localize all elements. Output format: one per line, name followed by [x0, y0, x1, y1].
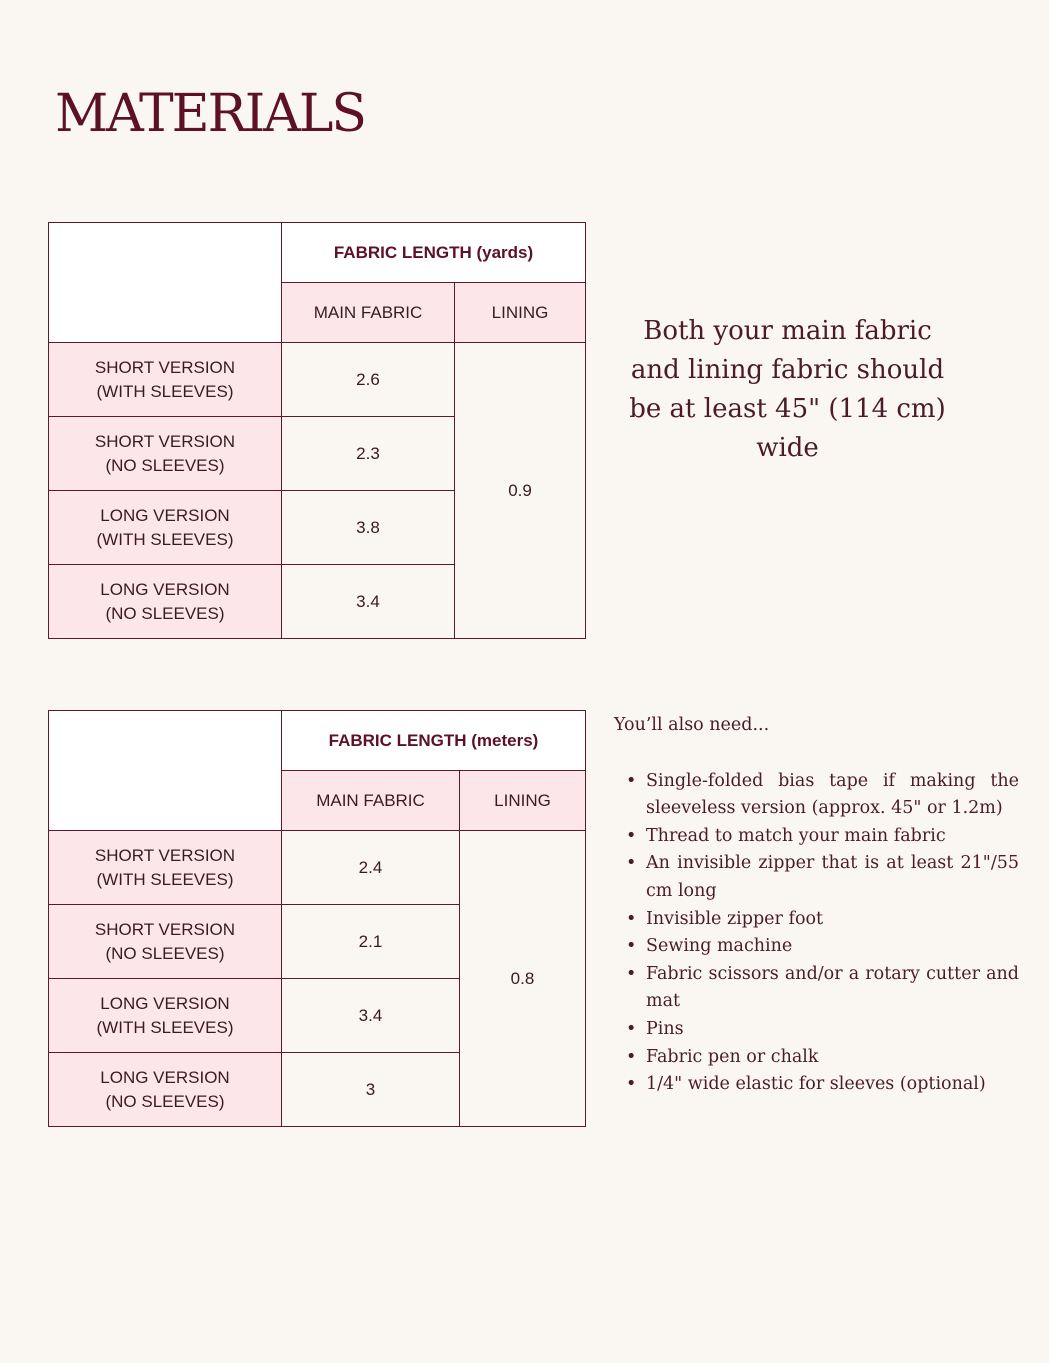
supplies-list: [614, 768, 1019, 1099]
table-corner-cell: [49, 711, 282, 831]
list-item: • 1/4" wide elastic for sleeves (optional): [646, 1071, 1019, 1099]
main-fabric-value: 3: [282, 1053, 460, 1127]
bullet-icon: •: [626, 825, 637, 846]
main-fabric-value: 3.8: [282, 491, 455, 565]
fabric-table-meters: [48, 710, 586, 1127]
also-need-section: [614, 712, 1019, 1099]
list-item: • Pins: [646, 1016, 1019, 1044]
list-item: • Fabric pen or chalk: [646, 1044, 1019, 1072]
row-label: LONG VERSION (NO SLEEVES): [49, 565, 282, 639]
main-fabric-value: 3.4: [282, 979, 460, 1053]
row-label: SHORT VERSION (NO SLEEVES): [49, 417, 282, 491]
row-label: SHORT VERSION (WITH SLEEVES): [49, 831, 282, 905]
bullet-icon: •: [626, 963, 637, 984]
bullet-icon: •: [626, 770, 637, 791]
table-corner-cell: [49, 223, 282, 343]
list-item: • Sewing machine: [646, 933, 1019, 961]
bullet-icon: •: [626, 1018, 637, 1039]
row-label: LONG VERSION (NO SLEEVES): [49, 1053, 282, 1127]
list-item: • Fabric scissors and/or a rotary cutter and mat: [646, 961, 1019, 1016]
list-item: • An invisible zipper that is at least 21"/55 cm long: [646, 850, 1019, 905]
main-fabric-value: 2.3: [282, 417, 455, 491]
row-label: LONG VERSION (WITH SLEEVES): [49, 491, 282, 565]
fabric-table-yards: [48, 222, 586, 639]
row-label: SHORT VERSION (WITH SLEEVES): [49, 343, 282, 417]
column-header-main-fabric: MAIN FABRIC: [282, 283, 455, 343]
row-label: SHORT VERSION (NO SLEEVES): [49, 905, 282, 979]
main-fabric-value: 2.1: [282, 905, 460, 979]
bullet-icon: •: [626, 1074, 637, 1095]
bullet-icon: •: [626, 936, 637, 957]
main-fabric-value: 2.6: [282, 343, 455, 417]
column-header-lining: LINING: [460, 771, 586, 831]
table-header: FABRIC LENGTH (yards): [282, 223, 586, 283]
also-need-intro: You’ll also need...: [614, 715, 770, 735]
lining-value: 0.9: [455, 343, 586, 639]
row-label: LONG VERSION (WITH SLEEVES): [49, 979, 282, 1053]
lining-value: 0.8: [460, 831, 586, 1127]
bullet-icon: •: [626, 908, 637, 929]
main-fabric-value: 3.4: [282, 565, 455, 639]
list-item: • Invisible zipper foot: [646, 906, 1019, 934]
list-item: • Thread to match your main fabric: [646, 823, 1019, 851]
column-header-main-fabric: MAIN FABRIC: [282, 771, 460, 831]
bullet-icon: •: [626, 853, 637, 874]
bullet-icon: •: [626, 1046, 637, 1067]
fabric-width-note: Both your main fabric and lining fabric should be at least 45" (114 cm) wide: [629, 316, 946, 463]
table-header: FABRIC LENGTH (meters): [282, 711, 586, 771]
column-header-lining: LINING: [455, 283, 586, 343]
list-item: • Single-folded bias tape if making the sleeveless version (approx. 45" or 1.2m): [646, 768, 1019, 823]
page-title: MATERIALS: [55, 84, 365, 144]
main-fabric-value: 2.4: [282, 831, 460, 905]
